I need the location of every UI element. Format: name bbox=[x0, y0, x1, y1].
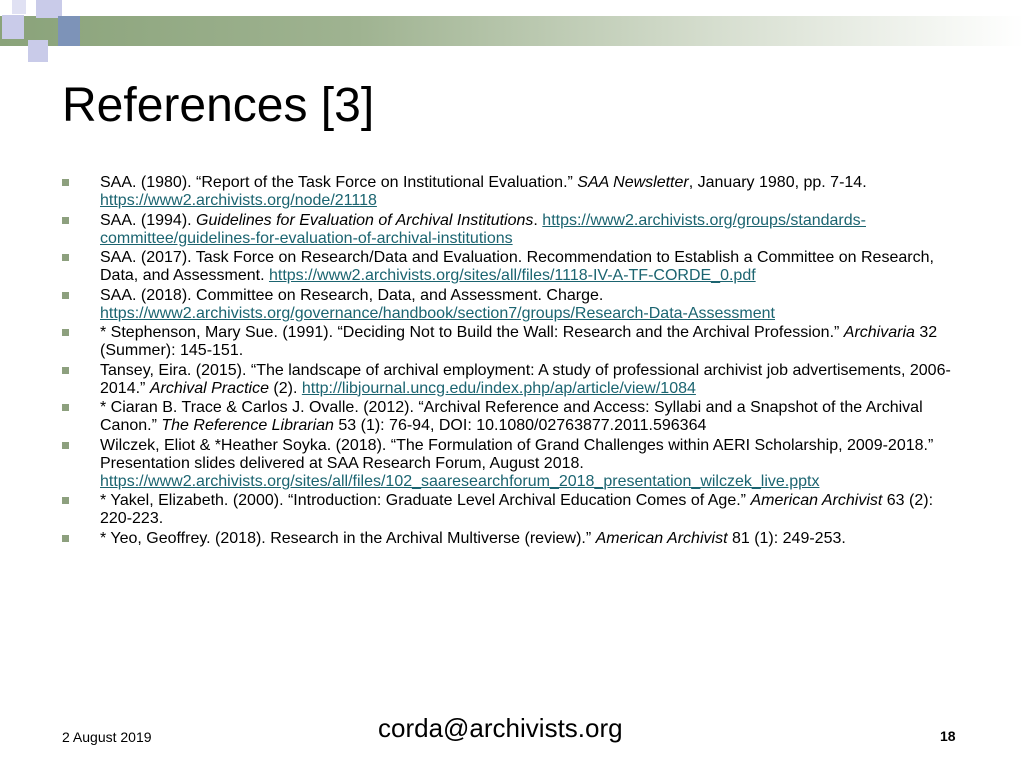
reference-italic: American Archivist bbox=[595, 529, 728, 547]
footer-date: 2 August 2019 bbox=[62, 729, 152, 745]
reference-item bbox=[100, 174, 966, 210]
reference-item bbox=[100, 492, 966, 528]
reference-italic: SAA Newsletter bbox=[577, 174, 689, 191]
page-number: 18 bbox=[940, 728, 956, 744]
reference-item bbox=[100, 399, 966, 435]
reference-text: * Yakel, Elizabeth. (2000). “Introduction: Graduate Level Archival Education Comes of Age.” bbox=[100, 492, 751, 509]
reference-italic: American Archivist bbox=[750, 492, 883, 509]
decor-square bbox=[28, 40, 48, 62]
reference-italic: The Reference Librarian bbox=[161, 417, 334, 434]
reference-link[interactable]: https://www2.archivists.org/groups/standards-committee/guidelines-for-evaluation-of-archival-institutions bbox=[100, 211, 866, 247]
reference-text: SAA. (1994). bbox=[100, 211, 197, 229]
bullet-icon bbox=[62, 535, 69, 542]
reference-text: . bbox=[533, 211, 543, 229]
reference-text: , January 1980, pp. 7-14. bbox=[688, 174, 867, 191]
bullet-icon bbox=[62, 367, 69, 374]
reference-link[interactable]: https://www2.archivists.org/node/21118 bbox=[100, 192, 377, 209]
reference-text: * Yeo, Geoffrey. (2018). Research in the Archival Multiverse (review).” bbox=[100, 529, 596, 547]
decor-square bbox=[58, 16, 80, 46]
reference-text: 32 (Summer): 145-151. bbox=[100, 324, 938, 359]
reference-link[interactable]: https://www2.archivists.org/governance/handbook/section7/groups/Research-Data-Assessment bbox=[100, 304, 775, 322]
bullet-icon bbox=[62, 497, 69, 504]
reference-italic: Guidelines for Evaluation of Archival Institutions bbox=[196, 211, 534, 229]
bullet-icon bbox=[62, 179, 69, 186]
bullet-icon bbox=[62, 292, 69, 299]
reference-text: (2). bbox=[268, 379, 302, 397]
header-gradient-bar bbox=[0, 16, 1024, 46]
reference-text: Tansey, Eira. (2015). “The landscape of archival employment: A study of professional archivist job advertisements, 2006-2014.” bbox=[100, 361, 951, 397]
reference-link[interactable]: http://libjournal.uncg.edu/index.php/ap/article/view/1084 bbox=[301, 379, 696, 397]
reference-text: 53 (1): 76-94, DOI: 10.1080/02763877.2011.596364 bbox=[333, 417, 707, 434]
reference-italic: Archivaria bbox=[843, 324, 915, 341]
reference-item bbox=[100, 249, 966, 285]
bullet-icon bbox=[62, 329, 69, 336]
reference-italic: Archival Practice bbox=[149, 379, 269, 397]
reference-link[interactable]: https://www2.archivists.org/sites/all/files/1118-IV-A-TF-CORDE_0.pdf bbox=[268, 267, 756, 284]
reference-text: SAA. (1980). “Report of the Task Force on Institutional Evaluation.” bbox=[100, 174, 578, 191]
reference-text: 63 (2): 220-223. bbox=[100, 492, 934, 527]
reference-text: Wilczek, Eliot & *Heather Soyka. (2018). “The Formulation of Grand Challenges within AERI Scholarship, 2009-2018.” Presentation slides delivered at SAA Research Forum, August 2018. bbox=[100, 436, 934, 472]
reference-list bbox=[100, 174, 966, 549]
reference-item bbox=[100, 324, 966, 360]
decor-square bbox=[12, 0, 26, 14]
reference-item bbox=[100, 287, 966, 323]
reference-text: SAA. (2017). Task Force on Research/Data and Evaluation. Recommendation to Establish a Committee on Research, Data, and Assessment. bbox=[100, 249, 934, 284]
reference-link[interactable]: https://www2.archivists.org/sites/all/files/102_saaresearchforum_2018_presentation_wilczek_live.pptx bbox=[100, 472, 820, 490]
reference-text: SAA. (2018). Committee on Research, Data, and Assessment. Charge. bbox=[100, 286, 604, 304]
bullet-icon bbox=[62, 404, 69, 411]
bullet-icon bbox=[62, 442, 69, 449]
footer-email: corda@archivists.org bbox=[378, 713, 623, 743]
reference-text: * Stephenson, Mary Sue. (1991). “Deciding Not to Build the Wall: Research and the Archival Profession.” bbox=[100, 324, 844, 341]
slide-title: References [3] bbox=[62, 79, 375, 132]
reference-item bbox=[100, 362, 966, 398]
reference-item bbox=[100, 212, 966, 248]
bullet-icon bbox=[62, 254, 69, 261]
reference-item bbox=[100, 437, 966, 491]
decor-square bbox=[2, 15, 24, 39]
reference-item bbox=[100, 530, 966, 548]
reference-text: * Ciaran B. Trace & Carlos J. Ovalle. (2012). “Archival Reference and Access: Syllabi and a Snapshot of the Archival Canon.” bbox=[100, 399, 923, 434]
reference-text: 81 (1): 249-253. bbox=[727, 529, 846, 547]
bullet-icon bbox=[62, 217, 69, 224]
